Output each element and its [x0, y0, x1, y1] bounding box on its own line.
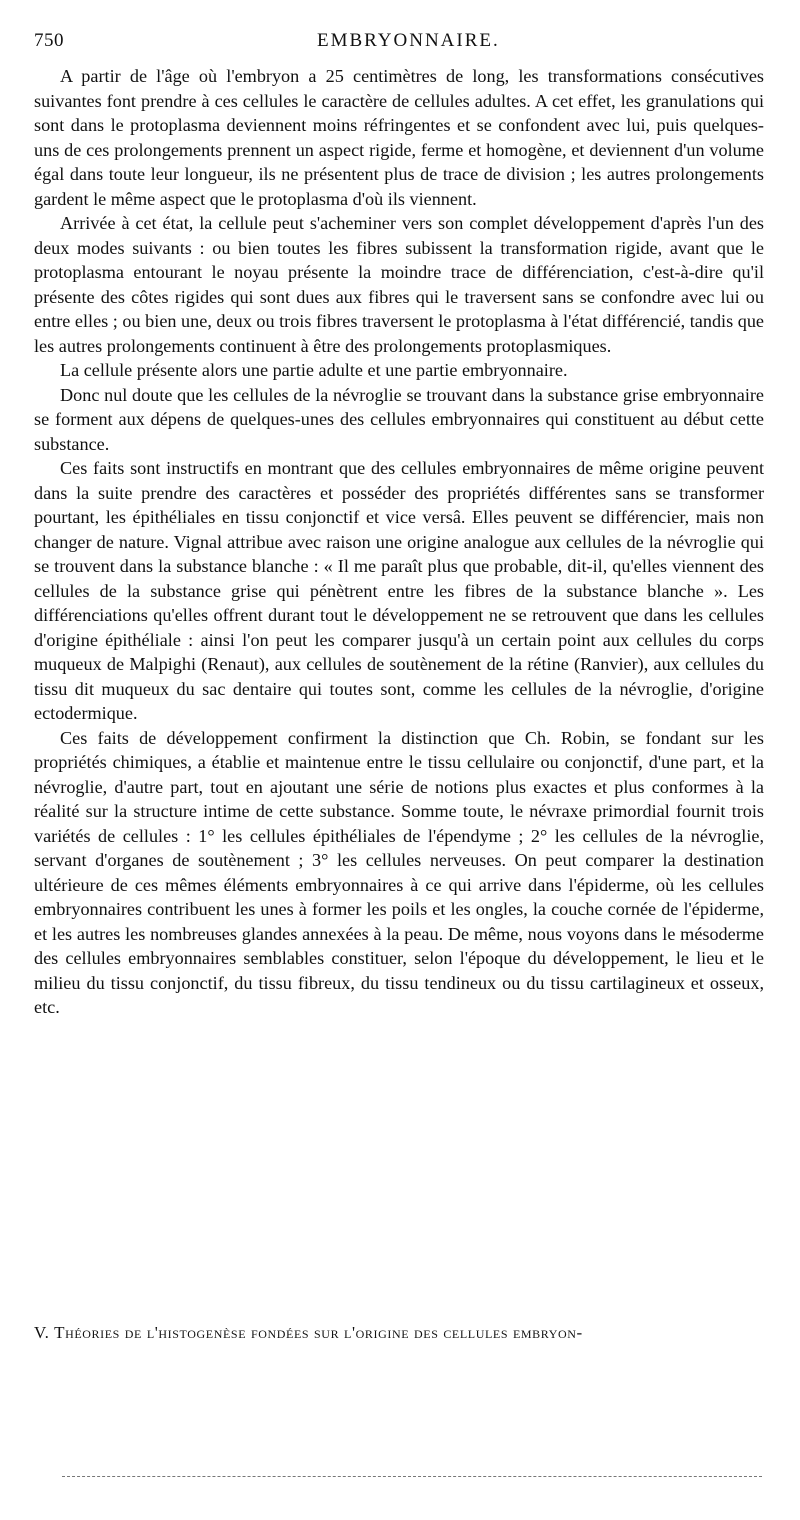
page-number: 750 [34, 30, 64, 51]
paragraph: La cellule présente alors une partie adulte et une partie embryonnaire. [60, 360, 568, 380]
paragraph: Donc nul doute que les cellules de la névroglie se trouvant dans la substance grise embryonnaire se forment aux dépens de quelques-unes des cellules embryonnaires qui constituent au début cette substance. [34, 384, 764, 454]
section-heading: V. Théories de l'histogenèse fondées sur l'origine des cellules embryon- [34, 1323, 583, 1342]
paragraph: Arrivée à cet état, la cellule peut s'acheminer vers son complet développement d'après l'un des deux modes suivants : ou bien toutes les fibres subissent la transformation rigide, avant que le protoplasma entourant le noyau présente la moindre trace de différenciation, c'est-à-dire qu'il présente des côtes rigides qui sont dues aux fibres qui le traversent sans se confondre avec lui ou entre elles ; ou bien une, deux ou trois fibres traversent le protoplasma à l'état différencié, tandis que les autres prolongements continuent à être des prolongements protoplasmiques. [34, 213, 764, 356]
paragraph: Ces faits de développement confirment la distinction que Ch. Robin, se fondant sur les propriétés chimiques, a établie et maintenue entre le tissu cellulaire ou conjonctif, d'une part, et la névroglie, d'autre part, tout en ajoutant une série de notions plus exactes et plus conformes à la réalité sur la structure intime de cette substance. Somme toute, le névraxe primordial fournit trois variétés de cellules : 1° les cellules épithéliales de l'épendyme ; 2° les cellules de la névroglie, servant d'organes de soutènement ; 3° les cellules nerveuses. On peut comparer la destination ultérieure de ces mêmes éléments embryonnaires à ce qui arrive dans l'épiderme, où les cellules embryonnaires contribuent les unes à former les poils et les ongles, la couche cornée de l'épiderme, et les autres les nombreuses glandes annexées à la peau. De même, nous voyons dans le mésoderme des cellules embryonnaires semblables constituer, selon l'époque du développement, le lieu et le milieu du tissu conjonctif, du tissu fibreux, du tissu tendineux ou du tissu cartilagineux et osseux, etc. [34, 727, 764, 1017]
page-header [34, 30, 764, 52]
running-head: EMBRYONNAIRE. [317, 30, 500, 51]
footer-rule [62, 1476, 762, 1477]
body-text [34, 64, 764, 1020]
paragraph: Ces faits sont instructifs en montrant que des cellules embryonnaires de même origine peuvent dans la suite prendre des caractères et posséder des propriétés différentes sans se transformer pourtant, les épithéliales en tissu conjonctif et vice versâ. Elles peuvent se différencier, mais non changer de nature. Vignal attribue avec raison une origine analogue aux cellules de la névroglie qui se trouvent dans la substance blanche : « Il me paraît plus que probable, dit-il, qu'elles viennent des cellules de la substance grise qui pénètrent entre les fibres de la substance blanche ». Les différenciations qu'elles offrent durant tout le développement ne se retrouvent que dans les cellules d'origine épithéliale : ainsi l'on peut les comparer jusqu'à un certain point aux cellules du corps muqueux de Malpighi (Renaut), aux cellules de soutènement de la rétine (Ranvier), aux cellules du tissu dit muqueux du sac dentaire qui toutes sont, comme les cellules de la névroglie, d'origine ectodermique. [34, 458, 764, 723]
paragraph: A partir de l'âge où l'embryon a 25 centimètres de long, les transformations consécutives suivantes font prendre à ces cellules le caractère de cellules adultes. A cet effet, les granulations qui sont dans le protoplasma deviennent moins réfringentes et se confondent avec lui, puis quelques-uns de ces prolongements prennent un aspect rigide, ferme et homogène, et deviennent d'un volume égal dans toute leur longueur, ils ne présentent plus de trace de division ; les autres prolongements gardent le même aspect que le protoplasma d'où ils viennent. [34, 66, 764, 209]
